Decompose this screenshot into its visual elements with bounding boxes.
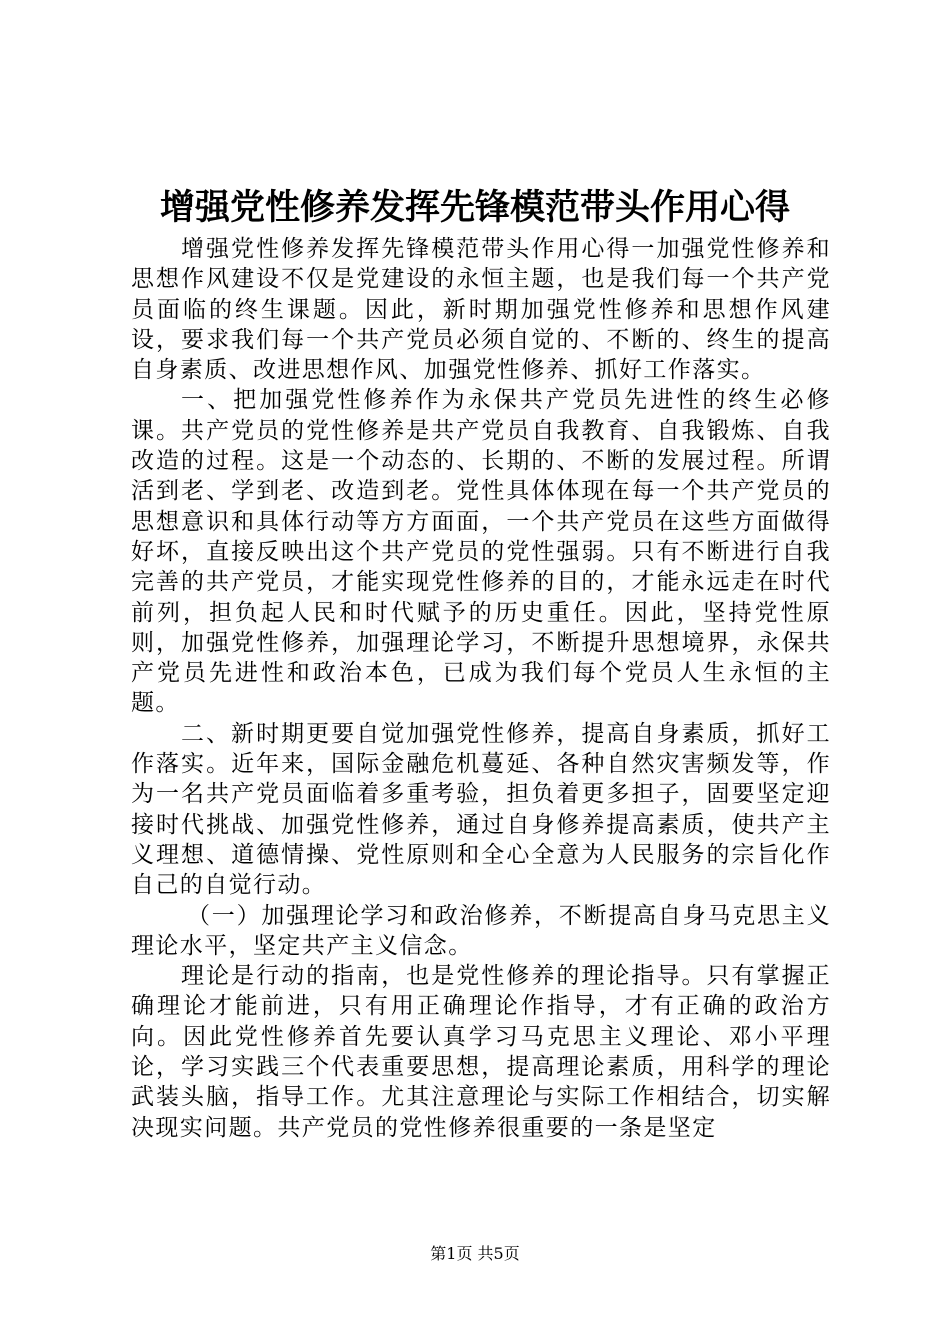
paragraph-theory: 理论是行动的指南，也是党性修养的理论指导。只有掌握正确理论才能前进，只有用正确理论作指导，才有正确的政治方向。因此党性修养首先要认真学习马克思主义理论、邓小平理论，学习实践三个代表重要思想，提高理论素质，用科学的理论武装头脑，指导工作。尤其注意理论与实际工作相结合，切实解决现实问题。共产党员的党性修养很重要的一条是坚定: [131, 963, 831, 1141]
paragraph-section-2: 二、新时期更要自觉加强党性修养，提高自身素质，抓好工作落实。近年来，国际金融危机蔓延、各种自然灾害频发等，作为一名共产党员面临着多重考验，担负着更多担子，固要坚定迎接时代挑战、加强党性修养，通过自身修养提高素质，使共产主义理想、道德情操、党性原则和全心全意为人民服务的宗旨化作自己的自觉行动。: [131, 720, 831, 899]
paragraph-intro: 增强党性修养发挥先锋模范带头作用心得一加强党性修养和思想作风建设不仅是党建设的永恒主题，也是我们每一个共产党员面临的终生课题。因此，新时期加强党性修养和思想作风建设，要求我们每一个共产党员必须自觉的、不断的、终生的提高自身素质、改进思想作风、加强党性修养、抓好工作落实。: [131, 236, 831, 384]
document-title: 增强党性修养发挥先锋模范带头作用心得: [159, 188, 790, 228]
page-number-footer: 第1页 共5页: [430, 1244, 520, 1263]
paragraph-section-1: 一、把加强党性修养作为永保共产党员先进性的终生必修课。共产党员的党性修养是共产党员自我教育、自我锻炼、自我改造的过程。这是一个动态的、长期的、不断的发展过程。所谓活到老、学到老、改造到老。党性具体体现在每一个共产党员的思想意识和具体行动等方方面面，一个共产党员在这些方面做得好坏，直接反映出这个共产党员的党性强弱。只有不断进行自我完善的共产党员，才能实现党性修养的目的，才能永远走在时代前列，担负起人民和时代赋予的历史重任。因此，坚持党性原则，加强党性修养，加强理论学习，不断提升思想境界，永保共产党员先进性和政治本色，已成为我们每个党员人生永恒的主题。: [131, 387, 831, 717]
document-body: [131, 234, 831, 1143]
paragraph-subsection-1: （一）加强理论学习和政治修养，不断提高自身马克思主义理论水平，坚定共产主义信念。: [131, 902, 831, 959]
